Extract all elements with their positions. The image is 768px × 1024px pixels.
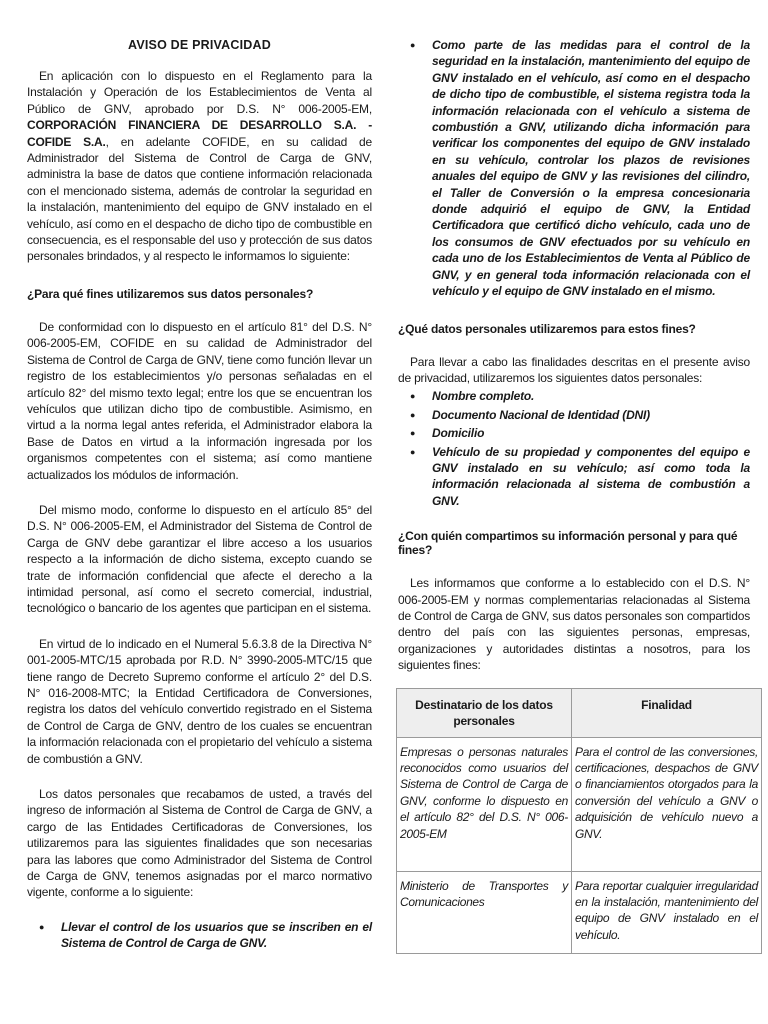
paragraph-data-intro: Para llevar a cabo las finalidades descritas en el presente aviso de privacidad, utilizaremos los siguientes datos personales: [398, 354, 750, 385]
table-header-purpose: Finalidad [572, 688, 762, 737]
paragraph-directive: En virtud de lo indicado en el Numeral 5.6.3.8 de la Directiva N° 001-2005-MTC/15 aprobada por R.D. N° 3990-2005-MTC/15 que tiene rango de Decreto Supremo conforme el artículo 2° del D.S. N° 016-2008-MTC; la Entidad Certificadora de Conversiones, registra los datos del vehículo convertido registrado en el Sistema de Control de Carga de GNV, dentro de los cuales se encuentran la información relacionada con el propietario del vehículo a sistema de combustión a GNV. [27, 636, 372, 766]
list-item-text: Documento Nacional de Identidad (DNI) [432, 407, 650, 422]
bullet-icon: ● [410, 409, 416, 420]
table-cell: Empresas o personas naturales reconocidos como usuarios del Sistema de Control de Carga de GNV, conforme lo dispuesto en el artículo 82° del D.S. N° 006-2005-EM [397, 737, 572, 871]
list-item [398, 37, 750, 300]
paragraph-sharing: Les informamos que conforme a lo establecido con el D.S. N° 006-2005-EM y normas complementarias relacionadas al Sistema de Control de Carga de GNV, sus datos personales son compartidos dentro del país con las siguientes personas, empresas, organizaciones y autoridades distintas a nosotros, para los siguientes fines: [398, 576, 750, 673]
document-title: AVISO DE PRIVACIDAD [128, 38, 271, 52]
paragraph-data-collected: Los datos personales que recabamos de usted, a través del ingreso de información al Sistema de Control de Carga de GNV, a cargo de las Entidades Certificadoras de Conversiones, los utilizaremos para las siguientes finalidades que son necesarias para las labores que como Administrador del Sistema de Control de Carga de GNV, tenemos asignadas por el marco normativo vigente, conforme a lo siguiente: [27, 787, 372, 900]
company-name: CORPORACIÓN FINANCIERA DE DESARROLLO S.A. - COFIDE S.A. [27, 118, 372, 149]
table-cell: Para el control de las conversiones, certificaciones, despachos de GNV o financiamientos otorgados para la conversión del vehículo a GNV o adquisición de vehículo nuevo a GNV. [572, 737, 762, 871]
bullet-icon: ● [410, 428, 416, 439]
intro-text-start: En aplicación con lo dispuesto en el Reglamento para la Instalación y Operación de los Establecimientos de Venta al Público de GNV, aprobado por D.S. N° 006-2005-EM, [27, 69, 372, 116]
bullet-icon: ● [410, 391, 416, 402]
table-header-row [397, 688, 762, 737]
paragraph-article-81: De conformidad con lo dispuesto en el artículo 81° del D.S. N° 006-2005-EM, COFIDE en su calidad de Administrador del Sistema de Control de Carga de GNV, tiene como función llevar un registro de los establecimientos y/o personas señaladas en el artículo 82° del mismo texto legal; entre los que se encuentran los vehículos que utilizan dicho tipo de combustible. Asimismo, en virtud a la norma legal antes referida, el Administrador elabora la Base de Datos en virtud a la información ingresada por los organismos competentes con el sistema; así como mantiene actualizados los módulos de información. [27, 319, 372, 482]
bullet-icon: ● [39, 921, 45, 932]
table-cell: Ministerio de Transportes y Comunicaciones [397, 871, 572, 954]
intro-paragraph [27, 68, 372, 265]
list-item-text: Llevar el control de los usuarios que se inscriben en el Sistema de Control de Carga de GNV. [61, 919, 372, 951]
list-item [398, 388, 750, 404]
table-row [397, 737, 762, 871]
table-header-recipient: Destinatario de los datos personales [397, 688, 572, 737]
list-item-text: Nombre completo. [432, 389, 535, 404]
bullet-icon: ● [410, 446, 416, 457]
recipients-table [396, 688, 762, 955]
list-item [398, 425, 750, 441]
section-heading-data: ¿Qué datos personales utilizaremos para estos fines? [398, 321, 696, 336]
left-column [27, 0, 372, 954]
list-item-text: Domicilio [432, 426, 485, 441]
list-item-text: Como parte de las medidas para el control de la seguridad en la instalación, mantenimiento del equipo de GNV instalado en el vehículo, así como en el despacho de dicho tipo de combustible, el sistema registra toda la información relacionada con el vehículo a sistema de combustión a GNV, utilizando dicha información para verificar los componentes del equipo de GNV instalado en su vehículo, controlar los plazos de revisiones anuales del equipo de GNV y las revisiones del cilindro, el Taller de Conversión o la empresa concesionaria donde adquirió el equipo de GNV, la Entidad Certificadora que certificó dicho vehículo, cada uno de los consumos de GNV efectuados por su vehículo en cada uno de los Establecimientos de Venta al Público de GNV, y en general toda información relacionada con el vehículo y el equipo de GNV instalado en el mismo. [432, 38, 750, 299]
bullet-icon: ● [410, 40, 416, 50]
right-column [398, 0, 758, 954]
table-cell: Para reportar cualquier irregularidad en la instalación, mantenimiento del equipo de GNV instalado en el vehículo. [572, 871, 762, 954]
table-row [397, 871, 762, 954]
list-item [398, 407, 750, 423]
purpose-list-right [398, 37, 750, 300]
intro-text-end: , en adelante COFIDE, en su calidad de Administrador del Sistema de Control de Carga de GNV, administra la base de datos que contiene información relacionada con el mencionado sistema, además de controlar la seguridad en la instalación, mantenimiento del equipo de GNV instalado en el vehículo, así como en el despacho de dicho tipo de combustible en consecuencia, es el responsable del uso y protección de sus datos personales brindados, y al respecto le informamos lo siguiente: [27, 134, 372, 264]
paragraph-article-85: Del mismo modo, conforme lo dispuesto en el artículo 85° del D.S. N° 006-2005-EM, el Administrador del Sistema de Control de Carga de GNV debe garantizar el libre acceso a los usuarios respecto a la información de dicho sistema, excepto cuando se trate de información confidencial que afecte el derecho a la intimidad personal, así como el secreto comercial, industrial, tecnológico o bancario de los agentes que participan en el sistema. [27, 502, 372, 616]
personal-data-list [398, 388, 750, 509]
list-item-text: Vehículo de su propiedad y componentes del equipo e GNV instalado en su vehículo; así como toda la información relacionada al sistema de combustión a GNV. [432, 444, 750, 508]
section-heading-purposes: ¿Para qué fines utilizaremos sus datos personales? [27, 286, 314, 301]
list-item [27, 919, 372, 952]
purpose-list-left [27, 919, 372, 952]
list-item [398, 444, 750, 510]
section-heading-sharing: ¿Con quién compartimos su información personal y para qué fines? [398, 529, 738, 558]
